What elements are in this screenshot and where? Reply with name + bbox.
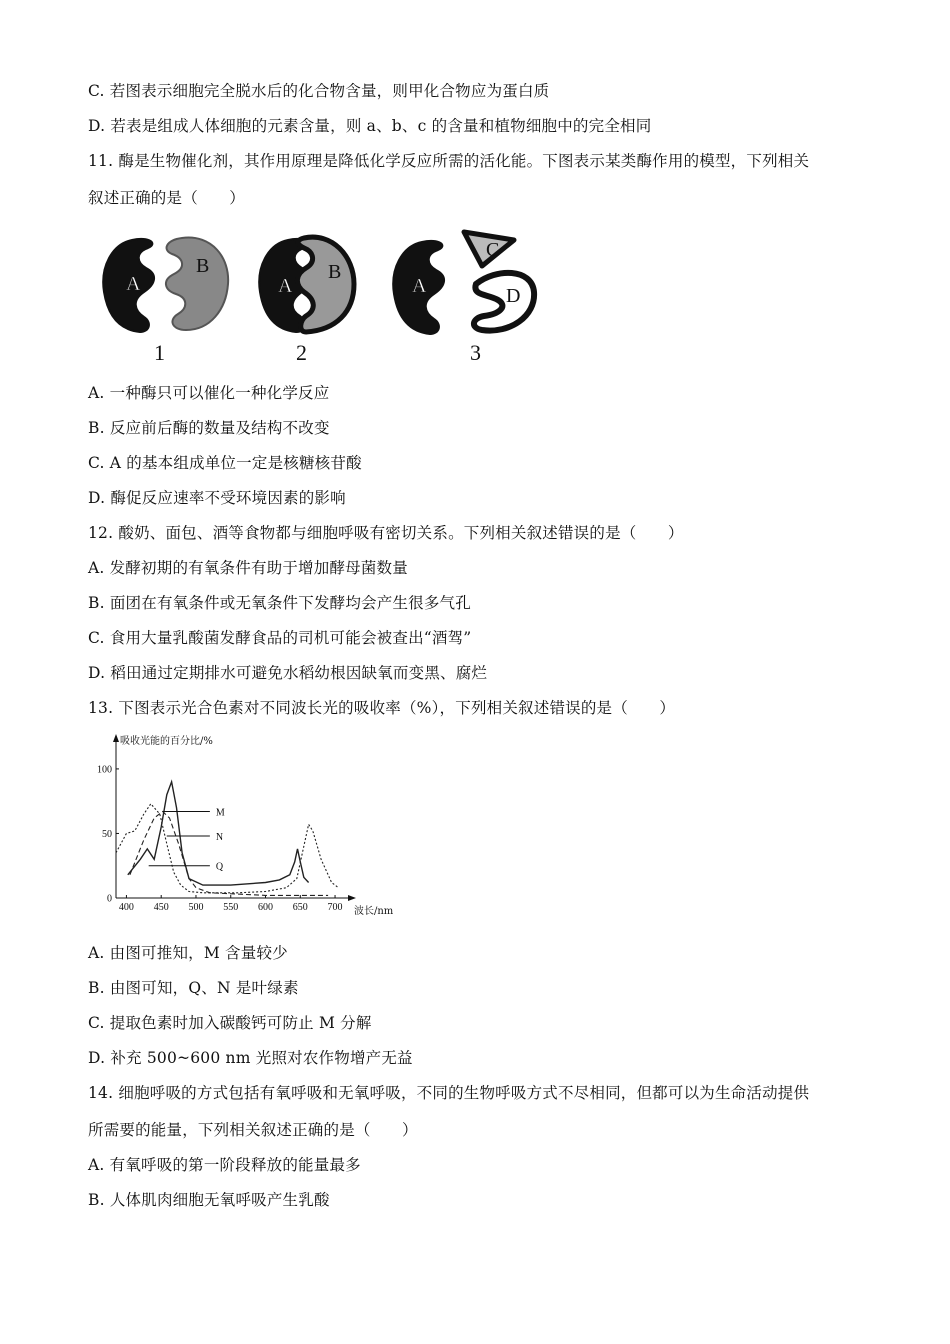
question-13-option-a: A. 由图可推知，M 含量较少 <box>88 944 288 962</box>
x-tick-label: 400 <box>118 902 134 913</box>
series-label-n: N <box>215 832 224 844</box>
chart-labels-layer <box>149 808 225 873</box>
chart-ylabel: 吸收光能的百分比/% <box>120 736 213 747</box>
label-a-1: A <box>126 273 141 295</box>
question-13-option-d: D. 补充 500~600 nm 光照对农作物增产无益 <box>88 1049 413 1067</box>
y-tick-label: 100 <box>97 764 112 776</box>
chart-series-layer <box>116 782 339 896</box>
question-13-option-b: B. 由图可知，Q、N 是叶绿素 <box>88 979 299 997</box>
substrate-b-shape-2 <box>297 237 354 332</box>
question-11-option-b: B. 反应前后酶的数量及结构不改变 <box>88 419 330 437</box>
question-12-option-a: A. 发酵初期的有氧条件有助于增加酵母菌数量 <box>88 559 408 577</box>
label-b-2: B <box>328 261 342 283</box>
series-label-m: M <box>215 807 225 819</box>
y-tick-label: 0 <box>107 893 112 905</box>
text-line-d-option-q10: D. 若表是组成人体细胞的元素含量，则 a、b、c 的含量和植物细胞中的完全相同 <box>88 117 652 135</box>
product-d-shape <box>474 273 534 331</box>
label-a-3: A <box>412 275 427 297</box>
enzyme-model-figure <box>92 222 552 367</box>
label-d-3: D <box>506 285 521 307</box>
enzyme-panel-3 <box>393 232 534 365</box>
label-a-2: A <box>278 275 293 297</box>
label-b-1: B <box>196 255 210 277</box>
question-14-option-a: A. 有氧呼吸的第一阶段释放的能量最多 <box>88 1156 361 1174</box>
substrate-b-shape-1 <box>166 238 228 330</box>
question-11-option-c: C. A 的基本组成单位一定是核糖核苷酸 <box>88 454 362 472</box>
x-axis-arrow <box>348 895 356 901</box>
question-13-stem: 13. 下图表示光合色素对不同波长光的吸收率（%），下列相关叙述错误的是（ ） <box>88 699 676 717</box>
question-12-option-d: D. 稻田通过定期排水可避免水稻幼根因缺氧而变黑、腐烂 <box>88 664 488 682</box>
panel-number-2: 2 <box>296 340 307 365</box>
y-tick-label: 50 <box>102 828 112 840</box>
question-11-option-d: D. 酶促反应速率不受环境因素的影响 <box>88 489 346 507</box>
chart-xlabel: 波长/nm <box>354 906 394 917</box>
x-tick-label: 500 <box>188 902 204 913</box>
panel-number-1: 1 <box>154 340 165 365</box>
x-tick-label: 600 <box>258 902 274 913</box>
question-12-stem: 12. 酸奶、面包、酒等食物都与细胞呼吸有密切关系。下列相关叙述错误的是（ ） <box>88 524 684 542</box>
question-12-option-c: C. 食用大量乳酸菌发酵食品的司机可能会被查出“酒驾” <box>88 629 472 647</box>
label-c-3: C <box>486 239 500 261</box>
question-11-option-a: A. 一种酶只可以催化一种化学反应 <box>88 384 330 402</box>
question-13-option-c: C. 提取色素时加入碳酸钙可防止 M 分解 <box>88 1014 372 1032</box>
absorption-chart <box>92 728 402 923</box>
question-14-option-b: B. 人体肌肉细胞无氧呼吸产生乳酸 <box>88 1191 330 1209</box>
chart-axes <box>97 734 356 913</box>
y-axis-arrow <box>113 734 119 742</box>
x-tick-label: 550 <box>223 902 239 913</box>
question-11-stem-cont: 叙述正确的是（ ） <box>88 189 246 207</box>
series-label-q: Q <box>215 861 224 873</box>
enzyme-panel-2 <box>259 237 354 365</box>
enzyme-panel-1 <box>103 238 228 365</box>
question-14-stem-cont: 所需要的能量，下列相关叙述正确的是（ ） <box>88 1121 418 1139</box>
x-tick-label: 450 <box>153 902 169 913</box>
text-line-c-option-q10: C. 若图表示细胞完全脱水后的化合物含量，则甲化合物应为蛋白质 <box>88 82 550 100</box>
question-14-stem: 14. 细胞呼吸的方式包括有氧呼吸和无氧呼吸，不同的生物呼吸方式不尽相同，但都可以为生命活动提供 <box>88 1084 810 1102</box>
question-11-stem: 11. 酶是生物催化剂，其作用原理是降低化学反应所需的活化能。下图表示某类酶作用的模型，下列相关 <box>88 152 810 170</box>
x-tick-label: 650 <box>292 902 308 913</box>
x-tick-label: 700 <box>327 902 343 913</box>
question-12-option-b: B. 面团在有氧条件或无氧条件下发酵均会产生很多气孔 <box>88 594 471 612</box>
panel-number-3: 3 <box>470 340 481 365</box>
